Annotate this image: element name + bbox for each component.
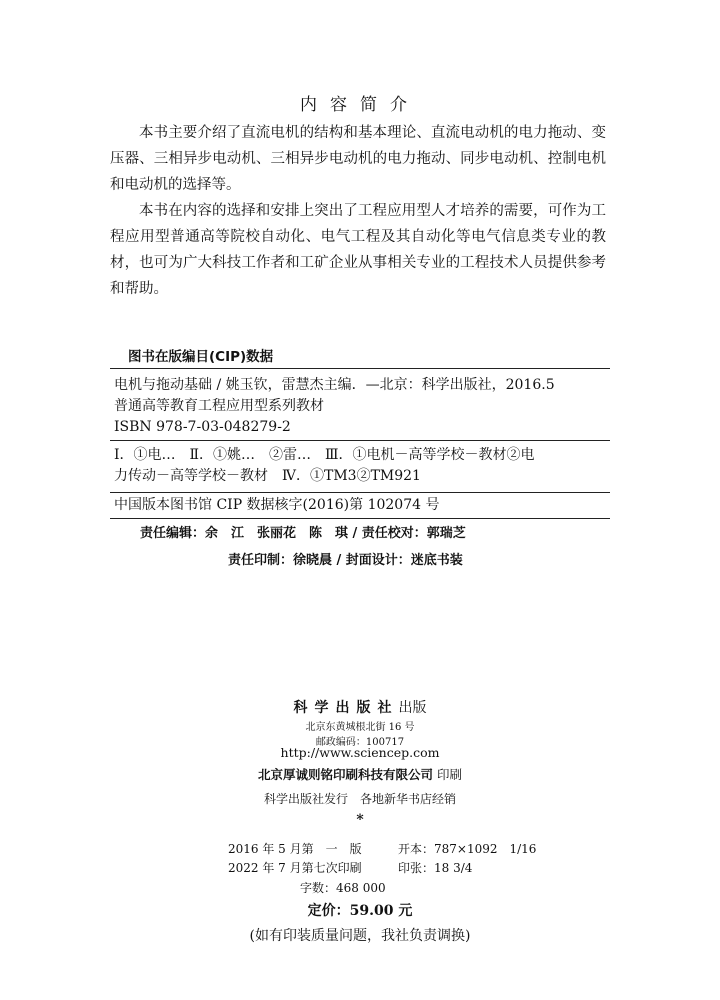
separator-star: * (356, 812, 364, 828)
cip-record-line: 电机与拖动基础 / 姚玉钦，雷慧杰主编．—北京：科学出版社，2016.5 (114, 377, 555, 393)
intro-paragraph-1: 本书主要介绍了直流电机的结构和基本理论、直流电动机的电力拖动、变压器、三相异步电动机、三相异步电动机的电力拖动、同步电动机、控制电机和电动机的选择等。 (110, 125, 606, 193)
cip-classification-line: 力传动－高等学校－教材 Ⅳ．①TM3②TM921 (114, 468, 421, 484)
word-count: 字数：468 000 (300, 881, 386, 895)
printer-name: 北京厚诚则铭印刷科技有限公司 (257, 767, 433, 782)
editors-line: 责任编辑：余 江 张丽花 陈 琪 / 责任校对：郭瑞芝 (140, 526, 466, 541)
cip-classification-line: Ⅰ．①电… Ⅱ．①姚… ②雷… Ⅲ．①电机－高等学校－教材②电 (114, 447, 535, 463)
publisher-line (0, 697, 720, 717)
cip-bottom-rule (110, 518, 610, 519)
cip-isbn: ISBN 978-7-03-048279-2 (114, 419, 291, 435)
price: 定价：59.00 元 (307, 903, 413, 919)
publisher-url: http://www.sciencep.com (280, 745, 440, 760)
production-line: 责任印制：徐晓晨 / 封面设计：迷底书装 (228, 553, 463, 568)
publisher-suffix: 出版 (398, 700, 427, 716)
sheets-info: 印张：18 3/4 (398, 861, 473, 875)
cip-divider (110, 492, 610, 493)
printer-line (0, 765, 720, 783)
cip-divider (110, 440, 610, 441)
quality-notice: (如有印装质量问题，我社负责调换) (249, 928, 471, 944)
format-info: 开本：787×1092 1/16 (398, 842, 537, 856)
intro-paragraph-2: 本书在内容的选择和安排上突出了工程应用型人才培养的需要，可作为工程应用型普通高等院校自动化、电气工程及其自动化等电气信息类专业的教材，也可为广大科技工作者和工矿企业从事相关专业的工程技术人员提供参考和帮助。 (110, 203, 606, 297)
cip-top-rule (110, 368, 610, 369)
cip-heading: 图书在版编目(CIP)数据 (128, 349, 274, 365)
publisher-address: 北京东黄城根北街 16 号 (305, 722, 415, 733)
cip-number: 中国版本图书馆 CIP 数据核字(2016)第 102074 号 (114, 497, 440, 513)
edition-info: 2016 年 5 月第 一 版 (228, 842, 362, 856)
printing-info: 2022 年 7 月第七次印刷 (228, 861, 362, 875)
introduction-text (110, 120, 606, 302)
distribution-line: 科学出版社发行 各地新华书店经销 (263, 792, 456, 806)
postcode: 邮政编码：100717 (315, 737, 405, 748)
cip-series-line: 普通高等教育工程应用型系列教材 (114, 398, 324, 414)
section-title: 内容简介 (300, 95, 420, 115)
publisher-name: 科学出版社 (293, 700, 399, 716)
printer-suffix: 印刷 (436, 767, 462, 782)
